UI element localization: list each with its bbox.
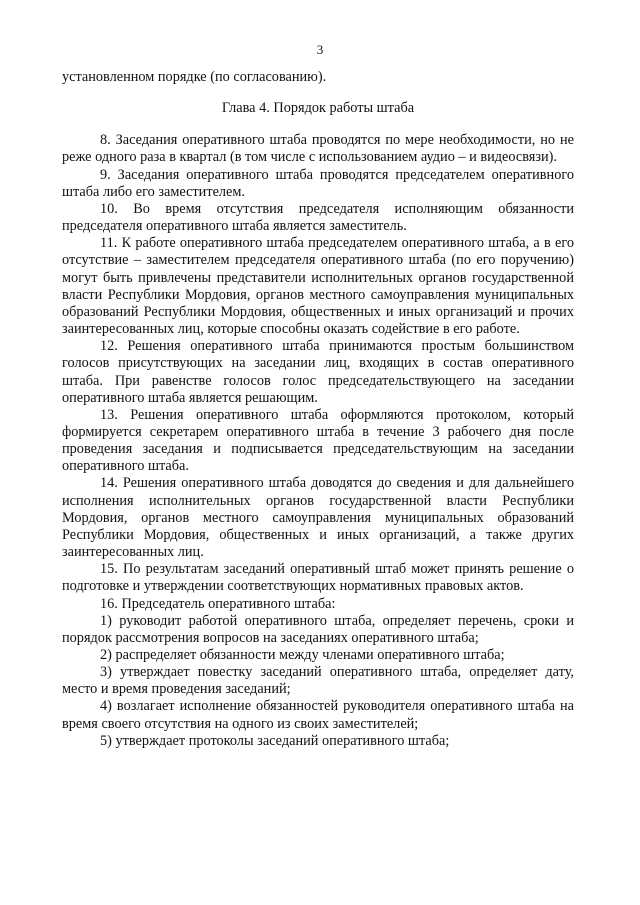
- paragraph-11: 11. К работе оперативного штаба председателем оперативного штаба, а в его отсутствие – заместителем председателя оперативного штаба (по его поручению) могут быть привлечены представители исполнительных органов государственной власти Республики Мордовия, органов местного самоуправления муниципальных образований Республики Мордовия, общественных и иных организаций и прочих заинтересованных лиц, которые способны оказать содействие в его работе.: [62, 235, 574, 338]
- continuation-line: установленном порядке (по согласованию).: [62, 69, 327, 85]
- paragraph-14: 14. Решения оперативного штаба доводятся до сведения и для дальнейшего исполнения исполнительных органов государственной власти Республики Мордовия, органов местного самоуправления муниципальных образований Республики Мордовия, общественных и иных организаций, а также других заинтересованных лиц.: [62, 475, 574, 561]
- page-number: 3: [316, 42, 324, 57]
- paragraph-16: 16. Председатель оперативного штаба:: [100, 595, 336, 612]
- list-item-3: 3) утверждает повестку заседаний оперативного штаба, определяет дату, место и время проведения заседаний;: [62, 664, 574, 698]
- list-item-2: 2) распределяет обязанности между членами оперативного штаба;: [100, 647, 505, 663]
- list-item-4: 4) возлагает исполнение обязанностей руководителя оперативного штаба на время своего отсутствия на одного из своих заместителей;: [62, 698, 574, 732]
- paragraph-13: 13. Решения оперативного штаба оформляются протоколом, который формируется секретарем оперативного штаба в течение 3 рабочего дня после проведения заседания и подписывается председательствующим на заседании оперативного штаба.: [62, 406, 574, 475]
- list-item-5: 5) утверждает протоколы заседаний оперативного штаба;: [100, 732, 450, 749]
- paragraph-8: 8. Заседания оперативного штаба проводятся по мере необходимости, но не реже одного раза в квартал (в том числе с использованием аудио – и видеосвязи).: [62, 132, 574, 166]
- list-item-1: 1) руководит работой оперативного штаба, определяет перечень, сроки и порядок рассмотрения вопросов на заседаниях оперативного штаба;: [62, 612, 574, 646]
- paragraph-12: 12. Решения оперативного штаба принимаются простым большинством голосов присутствующих на заседании лиц, входящих в состав оперативного штаба. При равенстве голосов голос председательствующего на заседании оперативного штаба является решающим.: [62, 338, 574, 406]
- paragraph-9: 9. Заседания оперативного штаба проводятся председателем оперативного штаба либо его заместителем.: [62, 166, 574, 200]
- chapter-title: Глава 4. Порядок работы штаба: [221, 100, 415, 117]
- document-body: [62, 69, 574, 750]
- paragraph-10: 10. Во время отсутствия председателя исполняющим обязанности председателя оперативного штаба является заместитель.: [62, 200, 574, 235]
- paragraph-15: 15. По результатам заседаний оперативный штаб может принять решение о подготовке и утверждении соответствующих нормативных правовых актов.: [62, 561, 574, 595]
